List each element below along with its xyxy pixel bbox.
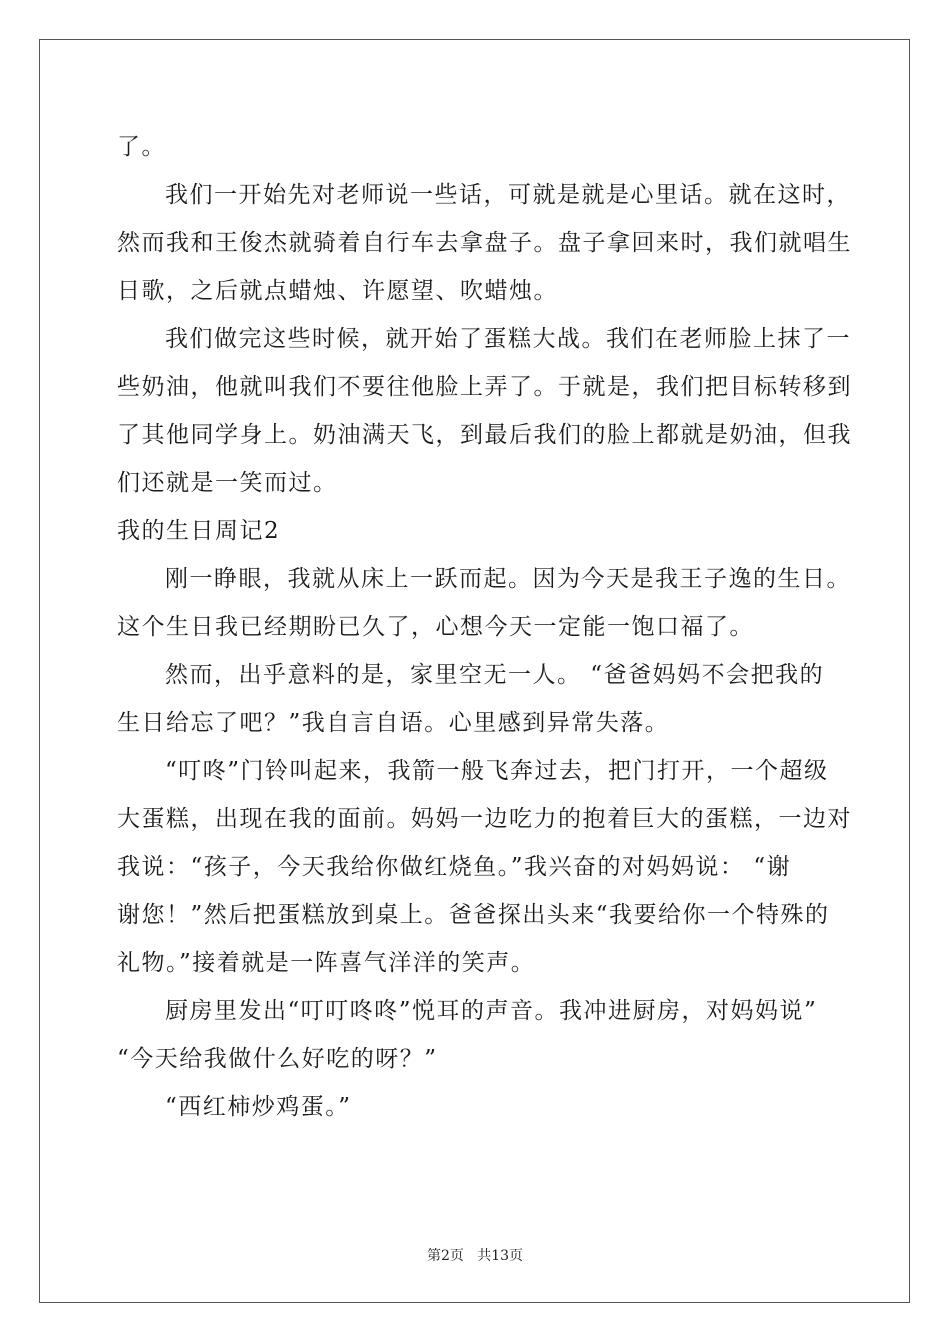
paragraph-start-line: 然而，出乎意料的是，家里空无一人。 “爸爸妈妈不会把我的 <box>165 662 825 688</box>
text-line: 然而我和王俊杰就骑着自行车去拿盘子。盘子拿回来时，我们就唱生 <box>117 230 852 256</box>
text-line: 大蛋糕，出现在我的面前。妈妈一边吃力的抱着巨大的蛋糕，一边对 <box>117 806 852 832</box>
section-heading: 我的生日周记2 <box>117 518 281 544</box>
text-line: 我说：“孩子，今天我给你做红烧鱼。”我兴奋的对妈妈说： “谢 <box>117 854 792 880</box>
text-line: 些奶油，他就叫我们不要往他脸上弄了。于就是，我们把目标转移到 <box>117 374 852 400</box>
text-line: 了其他同学身上。奶油满天飞，到最后我们的脸上都就是奶油，但我 <box>117 422 852 448</box>
document-body <box>117 123 852 1131</box>
paragraph-start-line: “西红柿炒鸡蛋。” <box>165 1094 352 1120</box>
text-line: 日歌，之后就点蜡烛、许愿望、吹蜡烛。 <box>117 278 558 304</box>
paragraph-start-line: “叮咚”门铃叫起来，我箭一般飞奔过去，把门打开，一个超级 <box>165 758 829 784</box>
text-line: 礼物。”接着就是一阵喜气洋洋的笑声。 <box>117 950 536 976</box>
text-line: 们还就是一笑而过。 <box>117 470 338 496</box>
text-line: 生日给忘了吧？”我自言自语。心里感到异常失落。 <box>117 710 670 736</box>
paragraph-start-line: 厨房里发出“叮叮咚咚”悦耳的声音。我冲进厨房，对妈妈说” <box>165 998 818 1024</box>
paragraph-start-line: 刚一睁眼，我就从床上一跃而起。因为今天是我王子逸的生日。 <box>165 566 851 592</box>
text-line: 这个生日我已经期盼已久了，心想今天一定能一饱口福了。 <box>117 614 754 640</box>
text-line: “今天给我做什么好吃的呀？” <box>117 1046 438 1072</box>
paragraph-start-line: 我们一开始先对老师说一些话，可就是就是心里话。就在这时， <box>165 182 851 208</box>
paragraph-start-line: 我们做完这些时候，就开始了蛋糕大战。我们在老师脸上抹了一 <box>165 326 851 352</box>
page-number-footer: 第2页 共13页 <box>426 1248 524 1264</box>
text-line: 谢您！”然后把蛋糕放到桌上。爸爸探出头来“我要给你一个特殊的 <box>117 902 830 928</box>
text-line: 了。 <box>117 134 166 160</box>
